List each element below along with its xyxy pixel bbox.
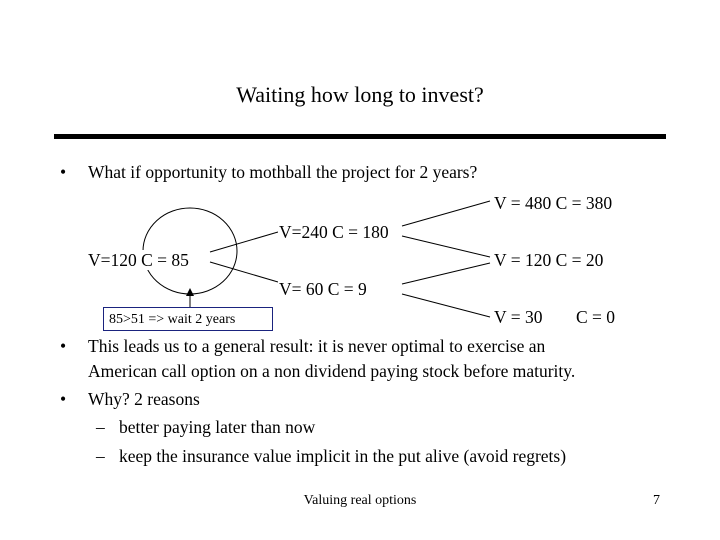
note-arrow-head (186, 288, 194, 296)
bullet-mothball-question: What if opportunity to mothball the project for 2 years? (88, 162, 478, 182)
bullet-marker: • (60, 162, 67, 182)
sub-bullet-marker: – (96, 446, 105, 466)
slide-footer: Valuing real options (303, 493, 417, 508)
tree-node-up: V=240 C = 180 (279, 222, 389, 242)
page-number: 7 (653, 493, 660, 508)
edge-root-up (210, 232, 278, 252)
tree-node-root: V=120 C = 85 (88, 250, 189, 270)
bullet-general-result-line-2: American call option on a non dividend paying stock before maturity. (88, 361, 576, 381)
tree-node-uu: V = 480 C = 380 (494, 193, 613, 213)
bullet-marker: • (60, 336, 67, 356)
edge-up-uu (402, 201, 490, 226)
decision-note-box: 85>51 => wait 2 years (103, 307, 273, 331)
bullet-general-result-line-1: This leads us to a general result: it is never optimal to exercise an (88, 336, 546, 356)
bullet-why-reasons: Why? 2 reasons (88, 389, 200, 409)
sub-bullet-paying-later: better paying later than now (119, 417, 316, 437)
slide-title: Waiting how long to invest? (236, 82, 484, 107)
sub-bullet-insurance-value: keep the insurance value implicit in the put alive (avoid regrets) (119, 446, 567, 466)
edge-up-ud (402, 236, 490, 257)
tree-node-down: V= 60 C = 9 (279, 279, 367, 299)
edge-down-dd (402, 294, 490, 317)
tree-node-dd-option: C = 0 (576, 307, 616, 327)
bullet-marker: • (60, 389, 67, 409)
edge-down-ud (402, 263, 490, 284)
tree-node-dd-value: V = 30 (494, 307, 543, 327)
tree-node-ud: V = 120 C = 20 (494, 250, 604, 270)
sub-bullet-marker: – (96, 417, 105, 437)
edge-root-down (210, 262, 278, 282)
